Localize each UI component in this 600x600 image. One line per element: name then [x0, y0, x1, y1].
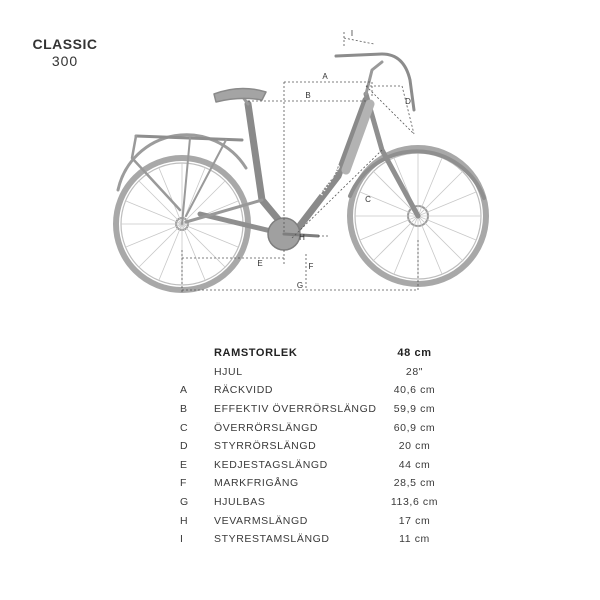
spec-value: 17 cm — [398, 514, 431, 527]
spec-key: F — [180, 477, 188, 490]
dim-letter-c: C — [365, 195, 371, 204]
spec-key: G — [180, 496, 189, 509]
spec-label: STYRRÖRSLÄNGD — [214, 440, 317, 453]
spec-header-row — [170, 344, 440, 363]
dim-letter-d: D — [405, 97, 411, 106]
spec-key: I — [180, 533, 184, 546]
spec-value: 113,6 cm — [390, 496, 439, 509]
spec-header-value: 48 cm — [397, 347, 432, 360]
spec-label: ÖVERRÖRSLÄNGD — [214, 421, 319, 434]
spec-key: D — [180, 440, 189, 453]
spec-key: C — [180, 421, 189, 434]
spec-row — [170, 381, 440, 400]
spec-label: KEDJESTAGSLÄNGD — [214, 458, 328, 471]
spec-row — [170, 400, 440, 419]
spec-value: 11 cm — [399, 533, 430, 546]
spec-value: 60,9 cm — [393, 421, 436, 434]
spec-label: STYRESTAMSLÄNGD — [214, 533, 330, 546]
spec-row — [170, 418, 440, 437]
spec-label: VEVARMSLÄNGD — [214, 514, 308, 527]
spec-value: 40,6 cm — [393, 384, 436, 397]
spec-key: E — [180, 458, 188, 471]
spec-label: MARKFRIGÅNG — [214, 477, 299, 490]
spec-label: EFFEKTIV ÖVERRÖRSLÄNGD — [214, 403, 377, 416]
dim-letter-i: I — [350, 29, 354, 38]
spec-value: 44 cm — [398, 458, 431, 471]
spec-table — [170, 344, 440, 549]
spec-label: RÄCKVIDD — [214, 384, 274, 397]
spec-label: HJULBAS — [214, 496, 266, 509]
spec-row — [170, 363, 440, 382]
spec-value: 20 cm — [398, 440, 431, 453]
spec-key: A — [180, 384, 188, 397]
spec-label: HJUL — [214, 365, 243, 378]
spec-row — [170, 437, 440, 456]
spec-key — [170, 363, 214, 382]
dim-letter-f: F — [308, 262, 314, 271]
spec-value: 28,5 cm — [393, 477, 436, 490]
brand-label: FITNORD — [316, 162, 343, 198]
spec-value: 59,9 cm — [393, 403, 436, 416]
spec-row — [170, 493, 440, 512]
dim-letter-g: G — [296, 281, 304, 290]
spec-value: 28" — [405, 365, 424, 378]
spec-row — [170, 474, 440, 493]
model-number: 300 — [51, 53, 79, 69]
spec-header-label: RAMSTORLEK — [214, 347, 298, 360]
spec-row — [170, 511, 440, 530]
spec-row — [170, 456, 440, 475]
model-name: CLASSIC — [32, 36, 98, 52]
spec-key: B — [180, 403, 188, 416]
dim-letter-a: A — [322, 72, 328, 81]
dim-letter-e: E — [257, 259, 263, 268]
spec-key: H — [180, 514, 189, 527]
dim-letter-b: B — [305, 91, 311, 100]
spec-row — [170, 530, 440, 549]
dim-letter-h: H — [299, 233, 305, 242]
